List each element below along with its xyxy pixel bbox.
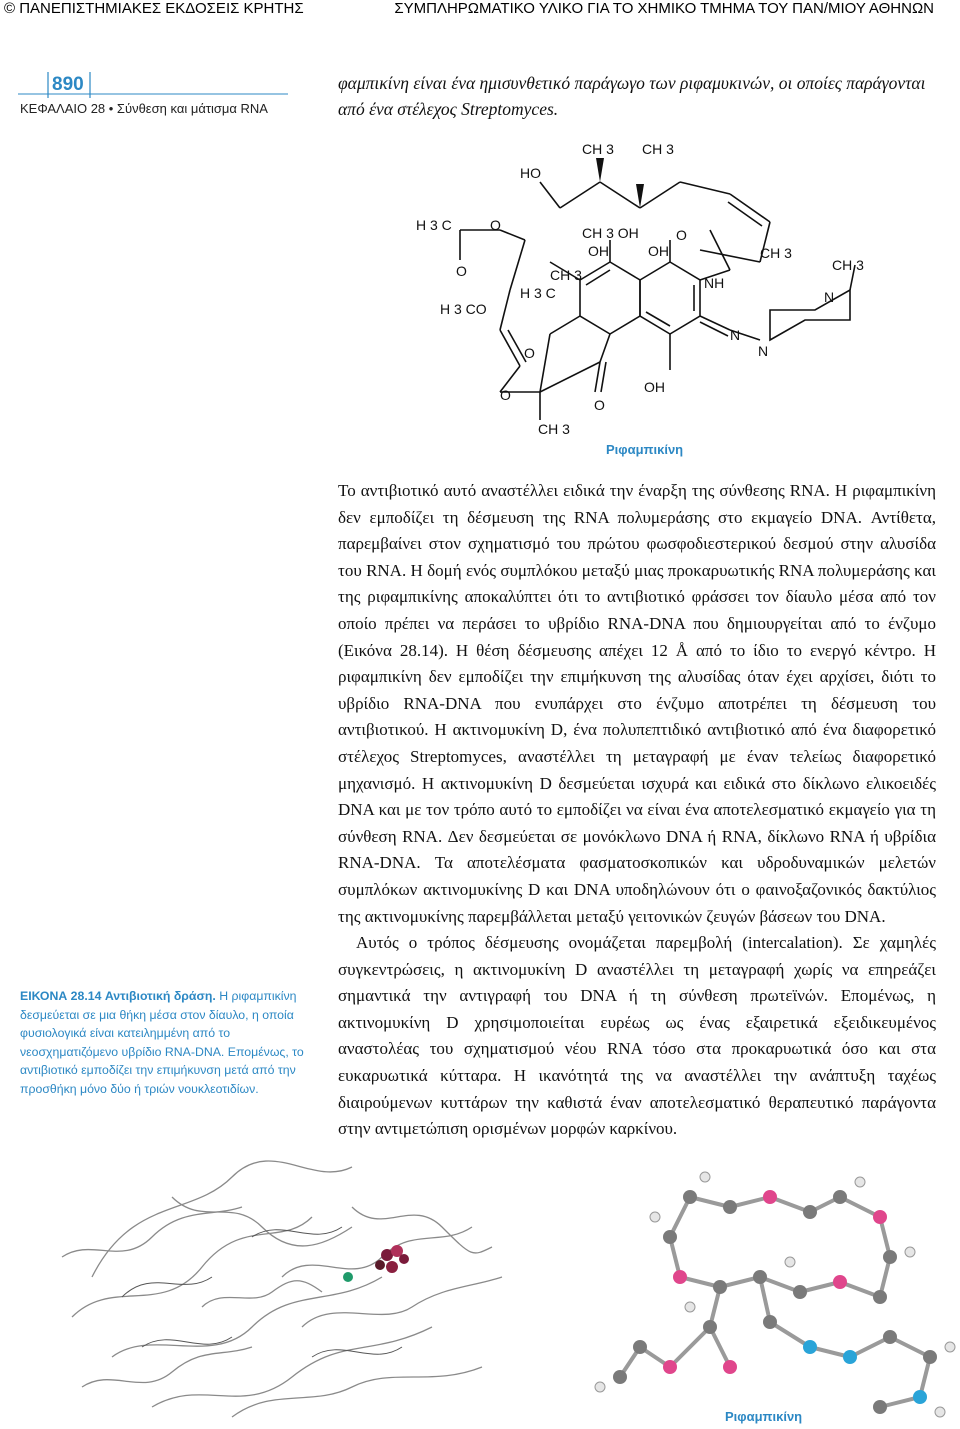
atom-o-d: O [524, 345, 535, 361]
body-paragraph-2: Αυτός ο τρόπος δέσμευσης ονομάζεται παρεμβολή (intercalation). Σε χαμηλές συγκεντρώσεις, η ακτινομυκίνη D αναστέλλει τη μεταγραφή χωρίς να επηρεάζει σημαντικά την αντιγραφή του DNA ή τη σύνθεση πρωτεϊνών. Επομένως, η ακτινομυκίνη D χρησιμοποιείται ευρέως ως ένας εξαιρετικά εξειδικευμένος αναστολέας του σχηματισμού νέου RNA τόσο στα προκαρυωτικά όσο και στα ευκαρυωτικά κύτταρα. Η ικανότητά της να αναστέλλει την ανάπτυξη ταχέως διαιρούμενων κυττάρων την καθιστά έναν αποτελεσματικό θεραπευτικό παράγοντα στην αντιμετώπιση ορισμένων μορφών καρκίνου. [338, 933, 936, 1139]
atom-oh-a: OH [588, 243, 609, 259]
atom-oh-c: OH [644, 379, 665, 395]
atom-h3c-a: H 3 C [416, 217, 452, 233]
rifampicin-ball-and-stick-image [560, 1157, 960, 1429]
atom-o-f: O [594, 397, 605, 413]
ball-stick-label: Ριφαμπικίνη [725, 1409, 803, 1424]
atom-o-c: O [456, 263, 467, 279]
atom-nh: NH [704, 275, 725, 291]
atom-n-b: N [730, 327, 741, 343]
figure-label: ΕΙΚΟΝΑ 28.14 [20, 989, 102, 1003]
body-paragraph-1: Το αντιβιοτικό αυτό αναστέλλει ειδικά την έναρξη της σύνθεσης RNA. Η ριφαμπικίνη δεν εμποδίζει τη δέσμευση της RNA πολυμεράσης στο εκμαγείο DNA. Αντίθετα, παρεμβαίνει στον σχηματισμό του πρώτου φωσφοδιεστερικού δεσμού στην αλυσίδα του RNA. Η δομή ενός συμπλόκου μεταξύ μιας προκαρυωτικής RNA πολυμεράσης και της ριφαμπικίνης αποκαλύπτει ότι το αντιβιοτικό φράσσει τον δίαυλο μέσα από τον οποίο πρέπει να περάσει το υβρίδιο RNA-DNA που δημιουργείται από το ένζυμο (Εικόνα 28.14). Η θέση δέσμευσης απέχει 12 Å από το ίδιο το ενεργό κέντρο. Η ριφαμπικίνη δεν εμποδίζει την επιμήκυνση της αλυσίδας όταν έχει αρχίσει, διότι το υβρίδιο RNA-DNA που ενυπάρχει στο ένζυμο αποτρέπει τη δέσμευση του αντιβιοτικού. Η ακτινομυκίνη D, ένα πολυπεπτιδικό αντιβιοτικό από ένα διαφορετικό στέλεχος Streptomyces, αναστέλλει τη μεταγραφή με έναν τελείως διαφορετικό μηχανισμό. Η ακτινομυκίνη D δεσμεύεται ισχυρά και ειδικά στο δίκλωνο ελικοειδές DNA και με τον τρόπο αυτό το εμποδίζει να είναι ένα αποτελεσματικό εκμαγείο για τη σύνθεση RNA. Δεν δεσμεύεται σε μονόκλωνο DNA ή RNA, δίκλωνο RNA ή υβρίδια RNA-DNA. Τα αποτελέσματα φασματοσκοπικών και υδροδυναμικών μελετών συμπλόκων ακτινομυκίνης D και DNA υποδηλώνουν ότι ο φαινοξαζονικός δακτύλιος της ακτινομυκίνης παρεμβάλλεται μεταξύ γειτονικών ζευγών βάσεων του DNA. [338, 481, 936, 926]
rna-polymerase-ribbon-image [52, 1157, 508, 1429]
atom-n-a: N [824, 289, 835, 305]
atom-o-b: O [676, 227, 687, 243]
atom-ch3-e: CH 3 [550, 267, 582, 283]
atom-ch3-a: CH 3 [582, 141, 614, 157]
atom-ch3oh: CH 3 OH [582, 225, 639, 241]
atom-ch3-f: CH 3 [538, 421, 570, 437]
chapter-title: ΚΕΦΑΛΑΙΟ 28 • Σύνθεση και μάτισμα RNA [20, 101, 268, 116]
atom-h3c-b: H 3 C [520, 285, 556, 301]
body-text [338, 478, 936, 1143]
atom-oh-b: OH [648, 243, 669, 259]
atom-ch3-c: CH 3 [760, 245, 792, 261]
atom-o-a: O [490, 217, 501, 233]
atom-o-e: O [500, 387, 511, 403]
publisher-header: © ΠΑΝΕΠΙΣΤΗΜΙΑΚΕΣ ΕΚΔΟΣΕΙΣ ΚΡΗΤΗΣ [4, 0, 304, 17]
atom-ch3-b: CH 3 [642, 141, 674, 157]
figure-caption [20, 987, 308, 1099]
atom-ho: HO [520, 165, 541, 181]
structure-label: Ριφαμπικίνη [606, 442, 684, 457]
atom-h3co: H 3 CO [440, 301, 487, 317]
intro-paragraph: φαμπικίνη είναι ένα ημισυνθετικό παράγωγο των ριφαμυκινών, οι οποίες παράγονται από ένα στέλεχος Streptomyces. [338, 73, 926, 119]
atom-n-c: N [758, 343, 769, 359]
rifampicin-structure [400, 130, 940, 470]
figure-text: Η ριφαμπικίνη δεσμεύεται σε μια θήκη μέσα στον δίαυλο, η οποία φυσιολογικά είναι κατειλημμένη από το νεοσχηματιζόμενο υβρίδιο RNA-DNA. Επομένως, το αντιβιοτικό εμποδίζει την επιμήκυνση μετά από την προσθήκη μόνο δύο ή τριών νουκλεοτιδίων. [20, 989, 304, 1096]
figure-title: Αντιβιοτική δράση. [104, 989, 216, 1003]
atom-ch3-d: CH 3 [832, 257, 864, 273]
course-header: ΣΥΜΠΛΗΡΩΜΑΤΙΚΟ ΥΛΙΚΟ ΓΙΑ ΤΟ ΧΗΜΙΚΟ ΤΜΗΜΑ ΤΟΥ ΠΑΝ/ΜΙΟΥ ΑΘΗΝΩΝ [394, 0, 934, 17]
page-number: 890 [52, 74, 84, 95]
